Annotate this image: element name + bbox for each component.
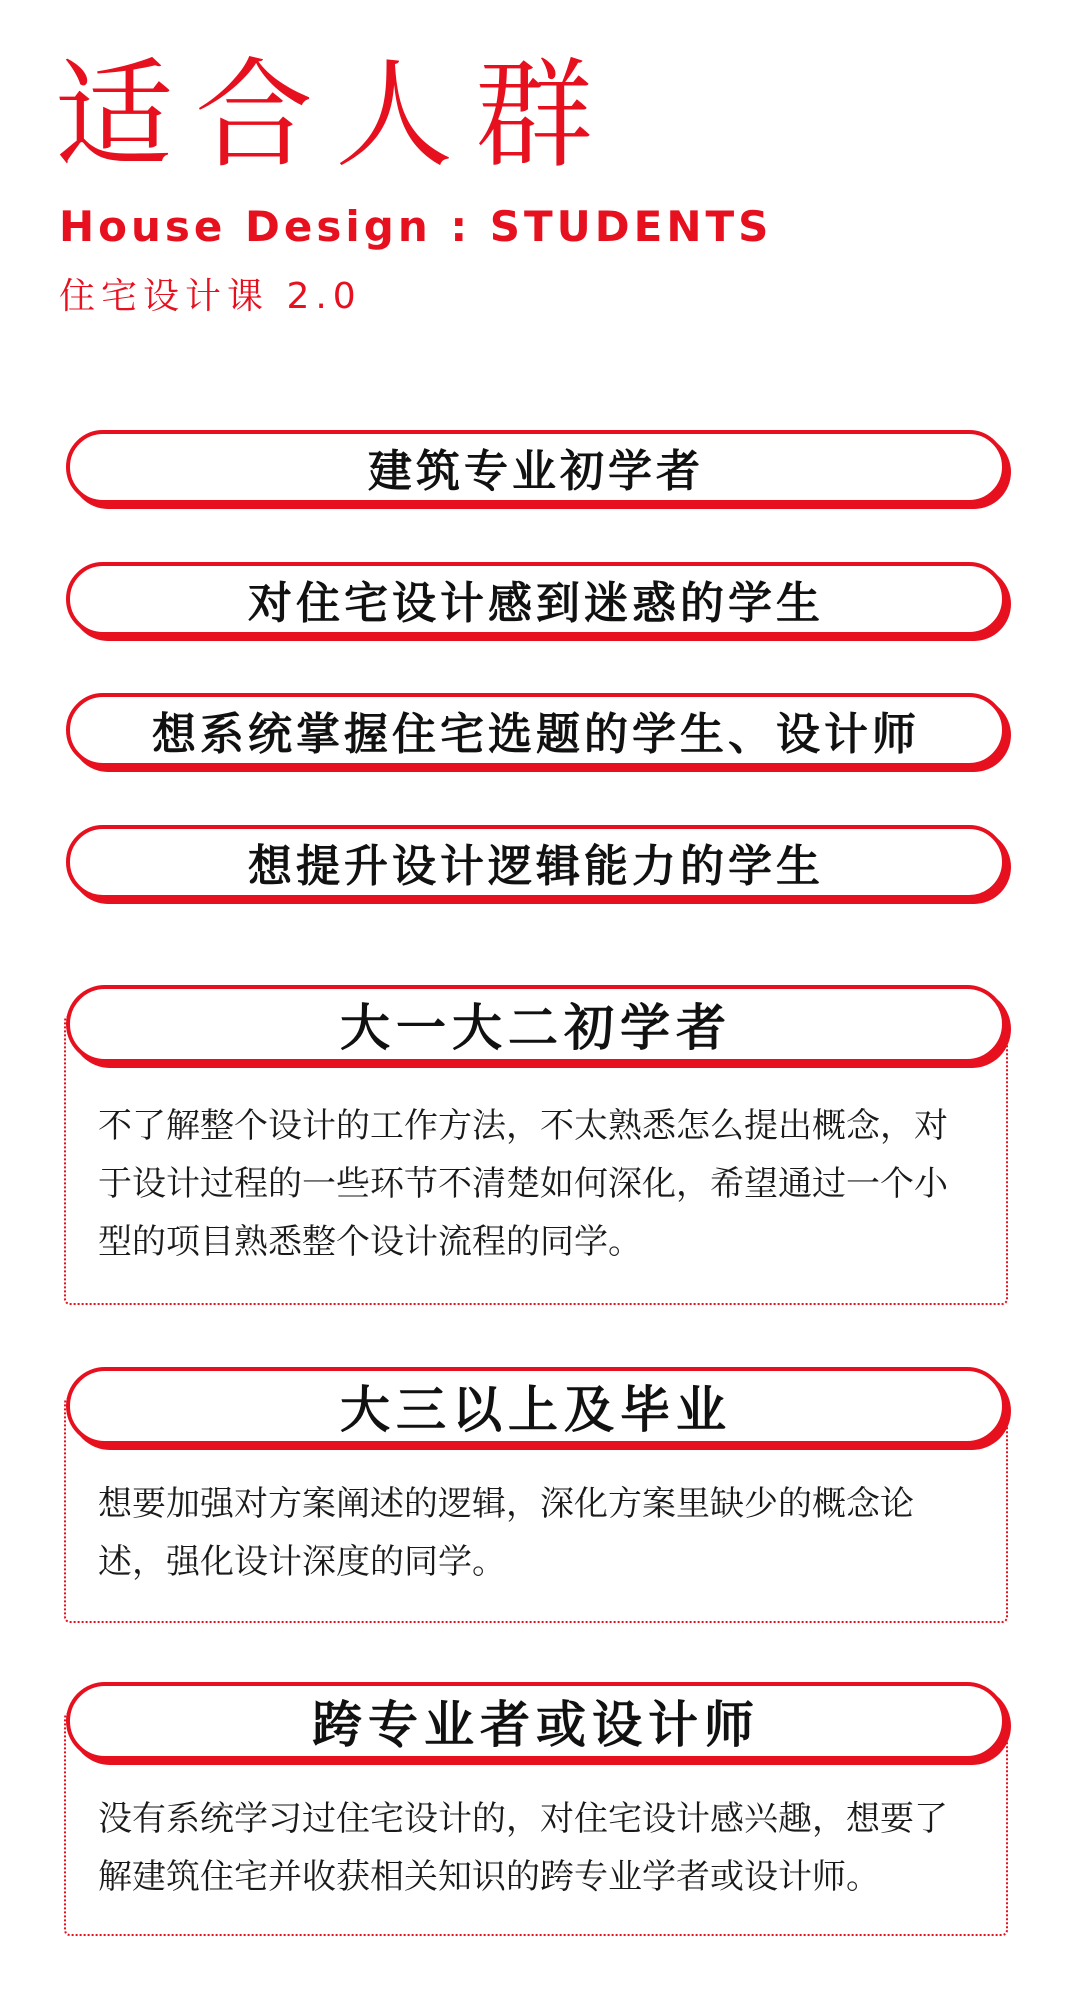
card-title: 大三以上及毕业 xyxy=(340,1381,732,1439)
page-title: 适合人群 xyxy=(55,46,616,184)
audience-card-3 xyxy=(64,1682,1008,1936)
audience-pill-3 xyxy=(66,693,1006,767)
audience-card-2 xyxy=(64,1367,1008,1623)
page-header xyxy=(55,46,955,317)
card-title: 大一大二初学者 xyxy=(340,999,732,1057)
card-description: 没有系统学习过住宅设计的，对住宅设计感兴趣，想要了解建筑住宅并收获相关知识的跨专业学者或设计师。 xyxy=(98,1799,948,1897)
audience-pill-label: 对住宅设计感到迷惑的学生 xyxy=(248,578,824,629)
card-title-pill xyxy=(66,1367,1006,1445)
card-title-pill xyxy=(66,1682,1006,1760)
card-description: 想要加强对方案阐述的逻辑，深化方案里缺少的概念论述，强化设计深度的同学。 xyxy=(98,1484,914,1582)
page-subtitle-chinese: 住宅设计课 2.0 xyxy=(59,276,362,317)
audience-pill-2 xyxy=(66,562,1006,636)
audience-pill-1 xyxy=(66,430,1006,504)
audience-pill-label: 想系统掌握住宅选题的学生、设计师 xyxy=(152,709,920,760)
card-title-pill xyxy=(66,985,1006,1063)
audience-pill-label: 建筑专业初学者 xyxy=(368,446,704,497)
page-subtitle-english: House Design : STUDENTS xyxy=(59,202,773,251)
audience-pill-label: 想提升设计逻辑能力的学生 xyxy=(248,841,824,892)
audience-pill-4 xyxy=(66,825,1006,899)
card-title: 跨专业者或设计师 xyxy=(312,1696,760,1754)
audience-card-1 xyxy=(64,985,1008,1305)
card-description: 不了解整个设计的工作方法，不太熟悉怎么提出概念，对于设计过程的一些环节不清楚如何深化，希望通过一个小型的项目熟悉整个设计流程的同学。 xyxy=(98,1106,948,1262)
